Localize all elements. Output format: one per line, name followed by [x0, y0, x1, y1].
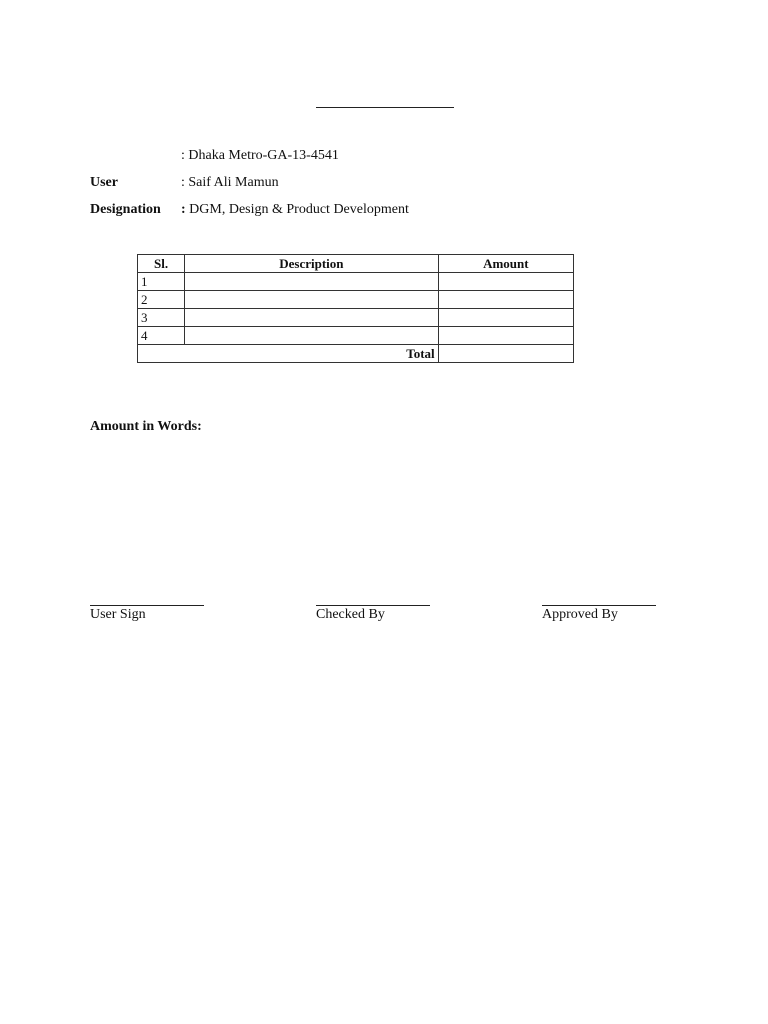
checked-by-block	[316, 605, 431, 623]
row-description[interactable]	[185, 273, 439, 291]
approved-by-block	[542, 605, 657, 623]
row-description[interactable]	[185, 309, 439, 327]
signature-line	[316, 605, 430, 606]
designation-value: DGM, Design & Product Development	[185, 202, 409, 217]
row-description[interactable]	[185, 291, 439, 309]
table-row	[138, 291, 574, 309]
designation-label: Designation	[90, 202, 161, 217]
user-value: : Saif Ali Mamun	[181, 175, 279, 190]
header-description: Description	[185, 255, 439, 273]
user-sign-label: User Sign	[90, 607, 146, 622]
header-sl: Sl.	[138, 255, 185, 273]
designation-value-wrap	[181, 201, 409, 219]
header-amount: Amount	[438, 255, 573, 273]
table-header-row	[138, 255, 574, 273]
total-amount[interactable]	[438, 345, 573, 363]
row-amount[interactable]	[438, 273, 573, 291]
row-sl: 1	[138, 273, 185, 291]
total-row	[138, 345, 574, 363]
row-sl: 4	[138, 327, 185, 345]
signature-line	[90, 605, 204, 606]
total-label: Total	[138, 345, 439, 363]
checked-by-label: Checked By	[316, 607, 385, 622]
row-sl: 2	[138, 291, 185, 309]
table-row	[138, 309, 574, 327]
user-label: User	[90, 175, 118, 190]
expense-table	[137, 254, 574, 363]
row-description[interactable]	[185, 327, 439, 345]
row-amount[interactable]	[438, 309, 573, 327]
row-amount[interactable]	[438, 327, 573, 345]
approved-by-label: Approved By	[542, 607, 618, 622]
table-row	[138, 327, 574, 345]
vehicle-value: : Dhaka Metro-GA-13-4541	[181, 148, 339, 163]
signature-line	[542, 605, 656, 606]
designation-colon: :	[181, 202, 186, 217]
row-amount[interactable]	[438, 291, 573, 309]
row-sl: 3	[138, 309, 185, 327]
title-underline	[316, 107, 454, 108]
user-sign-block	[90, 605, 205, 623]
amount-in-words-label: Amount in Words:	[90, 419, 202, 434]
table-row	[138, 273, 574, 291]
